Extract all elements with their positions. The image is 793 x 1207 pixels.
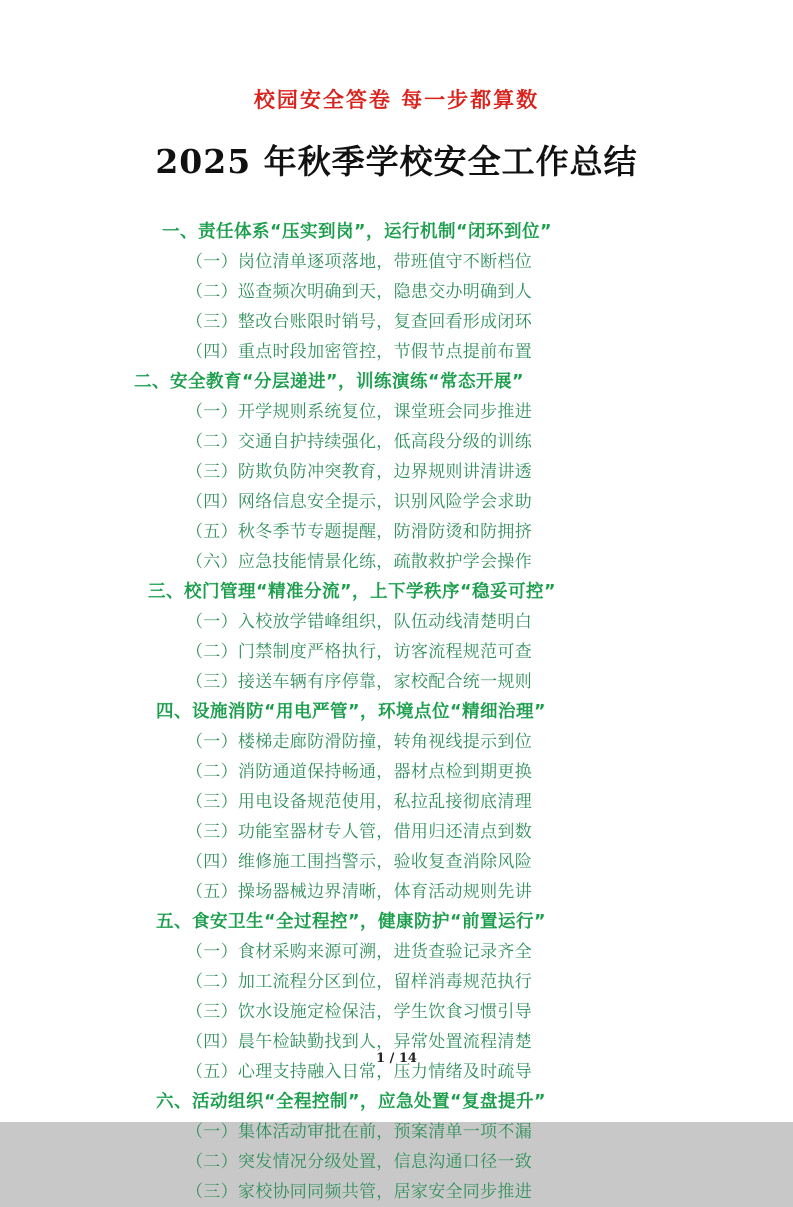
- section-item: （二）门禁制度严格执行，访客流程规范可查: [186, 642, 532, 662]
- section-heading: 四、设施消防“用电严管”，环境点位“精细治理”: [156, 702, 547, 722]
- section-item: （二）巡查频次明确到天，隐患交办明确到人: [186, 282, 532, 302]
- section-item: （五）秋冬季节专题提醒，防滑防烫和防拥挤: [186, 522, 532, 542]
- document-subtitle: 校园安全答卷 每一步都算数: [253, 88, 540, 112]
- section-item: （二）交通自护持续强化，低高段分级的训练: [186, 432, 532, 452]
- section-item: （四）网络信息安全提示，识别风险学会求助: [186, 492, 532, 512]
- section-item: （五）操场器械边界清晰，体育活动规则先讲: [186, 882, 532, 902]
- section-item: （五）心理支持融入日常，压力情绪及时疏导: [186, 1062, 532, 1082]
- section-item: （三）饮水设施定检保洁，学生饮食习惯引导: [186, 1002, 532, 1022]
- section-item: （六）应急技能情景化练，疏散救护学会操作: [186, 552, 532, 572]
- section-item: （一）入校放学错峰组织，队伍动线清楚明白: [186, 612, 532, 632]
- section-heading: 一、责任体系“压实到岗”，运行机制“闭环到位”: [162, 222, 553, 242]
- section-item: （一）楼梯走廊防滑防撞，转角视线提示到位: [186, 732, 532, 752]
- section-item: （三）家校协同同频共管，居家安全同步推进: [186, 1182, 532, 1202]
- section-item: （二）消防通道保持畅通，器材点检到期更换: [186, 762, 532, 782]
- page-number: 1 / 14: [376, 1051, 417, 1066]
- section-item: （三）整改台账限时销号，复查回看形成闭环: [186, 312, 532, 332]
- section-item: （三）用电设备规范使用，私拉乱接彻底清理: [186, 792, 532, 812]
- section-item: （二）突发情况分级处置，信息沟通口径一致: [186, 1152, 532, 1172]
- section-heading: 三、校门管理“精准分流”，上下学秩序“稳妥可控”: [148, 582, 557, 602]
- section-item: （三）功能室器材专人管，借用归还清点到数: [186, 822, 532, 842]
- section-item: （二）加工流程分区到位，留样消毒规范执行: [186, 972, 532, 992]
- section-item: （三）接送车辆有序停靠，家校配合统一规则: [186, 672, 532, 692]
- section-item: （四）重点时段加密管控，节假节点提前布置: [186, 342, 532, 362]
- section-item: （一）岗位清单逐项落地，带班值守不断档位: [186, 252, 532, 272]
- section-item: （一）集体活动审批在前，预案清单一项不漏: [186, 1122, 532, 1142]
- section-item: （一）开学规则系统复位，课堂班会同步推进: [186, 402, 532, 422]
- section-heading: 五、食安卫生“全过程控”，健康防护“前置运行”: [156, 912, 547, 932]
- document-title: 2025 年秋季学校安全工作总结: [155, 142, 638, 181]
- section-heading: 六、活动组织“全程控制”，应急处置“复盘提升”: [156, 1092, 547, 1112]
- section-item: （三）防欺负防冲突教育，边界规则讲清讲透: [186, 462, 532, 482]
- section-item: （四）维修施工围挡警示，验收复查消除风险: [186, 852, 532, 872]
- section-heading: 二、安全教育“分层递进”，训练演练“常态开展”: [134, 372, 525, 392]
- section-item: （一）食材采购来源可溯，进货查验记录齐全: [186, 942, 532, 962]
- section-item: （四）晨午检缺勤找到人，异常处置流程清楚: [186, 1032, 532, 1052]
